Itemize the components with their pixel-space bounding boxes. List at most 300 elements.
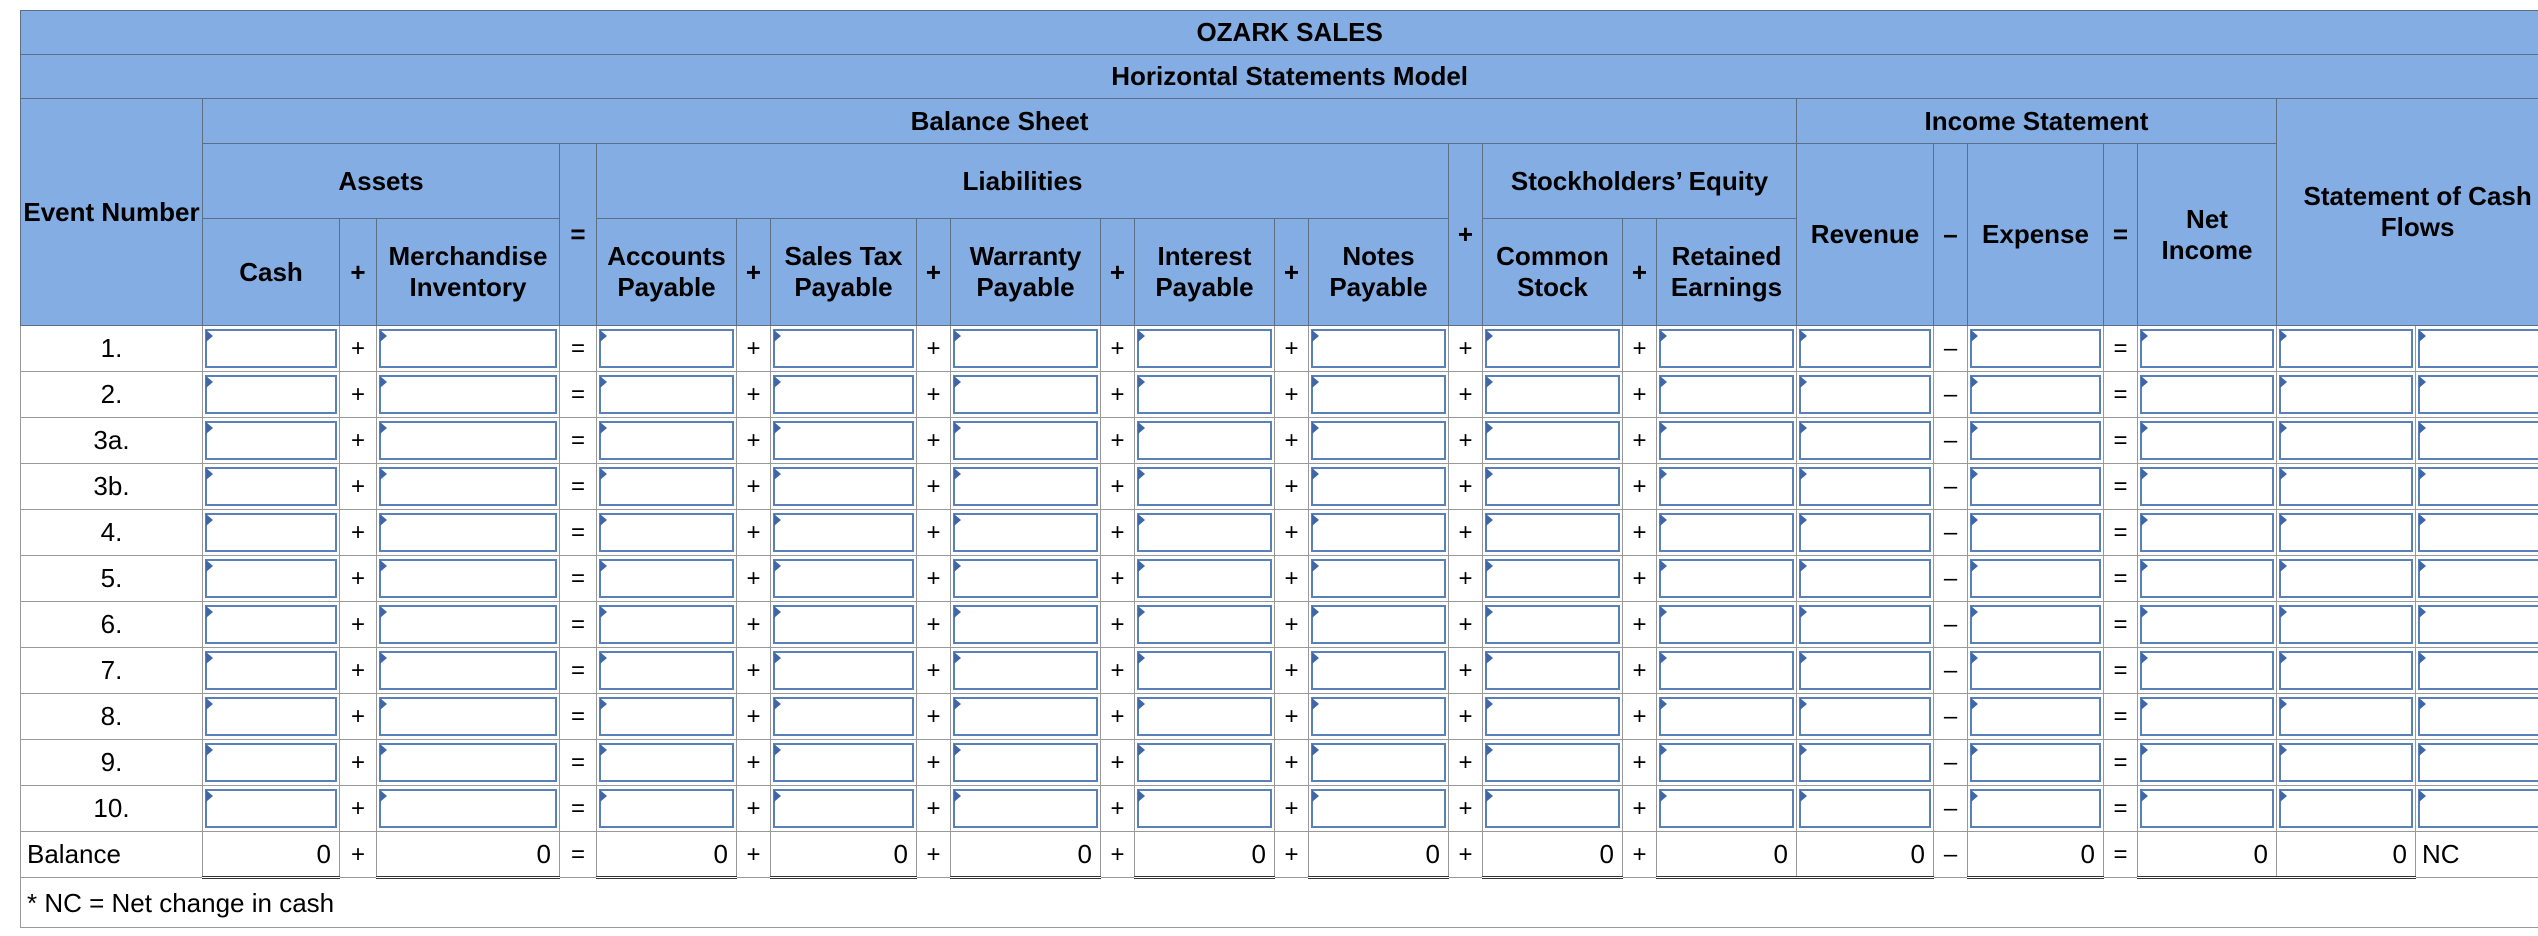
warranty-payable-cell	[951, 556, 1101, 602]
common-stock-input[interactable]	[1485, 743, 1620, 782]
net-income-cell	[2138, 694, 2277, 740]
notes-payable-cell	[1309, 418, 1449, 464]
expense-input[interactable]	[1970, 421, 2101, 460]
accounts-payable-input[interactable]	[599, 329, 734, 368]
warranty-payable-input[interactable]	[953, 651, 1098, 690]
expense-input[interactable]	[1970, 329, 2101, 368]
warranty-payable-input[interactable]	[953, 375, 1098, 414]
plus-operator: +	[917, 556, 951, 602]
interest-payable-cell	[1135, 510, 1275, 556]
notes-payable-cell	[1309, 510, 1449, 556]
cash-flow-amount-input[interactable]	[2279, 513, 2413, 552]
revenue-input[interactable]	[1799, 651, 1931, 690]
accounts-payable-cell	[597, 372, 737, 418]
expense-input[interactable]	[1970, 651, 2101, 690]
cash-input[interactable]	[205, 559, 337, 598]
cash-flow-amount-input[interactable]	[2279, 697, 2413, 736]
notes-payable-input[interactable]	[1311, 421, 1446, 460]
common-stock-input[interactable]	[1485, 421, 1620, 460]
cash-flow-amount-cell	[2277, 602, 2416, 648]
plus-operator: +	[1449, 464, 1483, 510]
accounts-payable-input[interactable]	[599, 375, 734, 414]
retained-earnings-input[interactable]	[1659, 329, 1794, 368]
accounts-payable-input[interactable]	[599, 467, 734, 506]
cash-flow-type-input[interactable]	[2418, 513, 2538, 552]
cash-flow-type-input[interactable]	[2418, 467, 2538, 506]
plus-operator: +	[737, 464, 771, 510]
retained-earnings-input[interactable]	[1659, 421, 1794, 460]
cash-flow-amount-cell	[2277, 648, 2416, 694]
sales-tax-payable-input[interactable]	[773, 697, 914, 736]
net-income-input[interactable]	[2140, 651, 2274, 690]
sales-tax-payable-input[interactable]	[773, 375, 914, 414]
plus-operator: +	[340, 372, 377, 418]
common-stock-input[interactable]	[1485, 375, 1620, 414]
expense-input[interactable]	[1970, 789, 2101, 828]
header-equals-op-2: =	[2104, 144, 2138, 326]
retained-earnings-cell	[1657, 418, 1797, 464]
interest-payable-input[interactable]	[1137, 375, 1272, 414]
revenue-cell	[1797, 786, 1934, 832]
net-income-input[interactable]	[2140, 513, 2274, 552]
net-income-input[interactable]	[2140, 421, 2274, 460]
cash-cell	[203, 786, 340, 832]
notes-payable-cell	[1309, 326, 1449, 372]
sales-tax-payable-input[interactable]	[773, 605, 914, 644]
common-stock-input[interactable]	[1485, 697, 1620, 736]
common-stock-input[interactable]	[1485, 559, 1620, 598]
balance-warranty-payable: 0	[951, 832, 1101, 878]
common-stock-input[interactable]	[1485, 329, 1620, 368]
retained-earnings-input[interactable]	[1659, 743, 1794, 782]
expense-input[interactable]	[1970, 605, 2101, 644]
warranty-payable-input[interactable]	[953, 513, 1098, 552]
cash-input[interactable]	[205, 743, 337, 782]
plus-operator: +	[737, 326, 771, 372]
equals-operator: =	[560, 372, 597, 418]
merchandise-inventory-input[interactable]	[379, 789, 557, 828]
report-title: OZARK SALES	[21, 11, 2538, 55]
accounts-payable-input[interactable]	[599, 421, 734, 460]
cash-flow-type-input[interactable]	[2418, 789, 2538, 828]
event-row	[21, 326, 2538, 372]
expense-input[interactable]	[1970, 467, 2101, 506]
equals-operator: =	[560, 602, 597, 648]
net-income-input[interactable]	[2140, 329, 2274, 368]
plus-operator: +	[917, 418, 951, 464]
accounts-payable-cell	[597, 510, 737, 556]
cash-flow-amount-input[interactable]	[2279, 605, 2413, 644]
plus-operator: +	[1449, 694, 1483, 740]
retained-earnings-cell	[1657, 510, 1797, 556]
equals-operator: =	[2104, 418, 2138, 464]
merchandise-inventory-input[interactable]	[379, 375, 557, 414]
plus-operator: +	[737, 786, 771, 832]
plus-operator: +	[1275, 602, 1309, 648]
common-stock-input[interactable]	[1485, 789, 1620, 828]
plus-operator: +	[1623, 740, 1657, 786]
interest-payable-input[interactable]	[1137, 789, 1272, 828]
expense-cell	[1968, 372, 2104, 418]
revenue-cell	[1797, 556, 1934, 602]
balance-notes-payable: 0	[1309, 832, 1449, 878]
revenue-input[interactable]	[1799, 559, 1931, 598]
notes-payable-input[interactable]	[1311, 329, 1446, 368]
accounts-payable-input[interactable]	[599, 605, 734, 644]
cash-cell	[203, 648, 340, 694]
balance-merchandise-inventory: 0	[377, 832, 560, 878]
cash-input[interactable]	[205, 375, 337, 414]
warranty-payable-input[interactable]	[953, 605, 1098, 644]
header-interest-payable: Interest Payable	[1135, 219, 1275, 326]
minus-operator: –	[1934, 648, 1968, 694]
statements-table	[20, 10, 2538, 928]
cash-cell	[203, 694, 340, 740]
expense-cell	[1968, 556, 2104, 602]
equals-operator: =	[560, 648, 597, 694]
common-stock-input[interactable]	[1485, 467, 1620, 506]
equals-operator: =	[560, 418, 597, 464]
balance-cash-flow-label: NC	[2416, 832, 2538, 878]
accounts-payable-input[interactable]	[599, 743, 734, 782]
warranty-payable-input[interactable]	[953, 467, 1098, 506]
cash-flow-type-cell	[2416, 418, 2538, 464]
retained-earnings-cell	[1657, 694, 1797, 740]
sales-tax-payable-input[interactable]	[773, 559, 914, 598]
interest-payable-input[interactable]	[1137, 559, 1272, 598]
event-row	[21, 648, 2538, 694]
cash-flow-amount-input[interactable]	[2279, 421, 2413, 460]
merchandise-inventory-input[interactable]	[379, 513, 557, 552]
plus-operator: +	[1275, 326, 1309, 372]
event-row	[21, 602, 2538, 648]
plus-operator: +	[1623, 694, 1657, 740]
balance-expense: 0	[1968, 832, 2104, 878]
accounts-payable-cell	[597, 326, 737, 372]
accounts-payable-input[interactable]	[599, 651, 734, 690]
merchandise-inventory-cell	[377, 510, 560, 556]
notes-payable-input[interactable]	[1311, 467, 1446, 506]
retained-earnings-cell	[1657, 464, 1797, 510]
notes-payable-input[interactable]	[1311, 697, 1446, 736]
merchandise-inventory-input[interactable]	[379, 651, 557, 690]
retained-earnings-input[interactable]	[1659, 789, 1794, 828]
header-merchandise-inventory: Merchandise Inventory	[377, 219, 560, 326]
retained-earnings-cell	[1657, 740, 1797, 786]
revenue-input[interactable]	[1799, 743, 1931, 782]
event-number-label: 1.	[21, 326, 203, 372]
accounts-payable-input[interactable]	[599, 513, 734, 552]
warranty-payable-input[interactable]	[953, 421, 1098, 460]
notes-payable-cell	[1309, 372, 1449, 418]
interest-payable-input[interactable]	[1137, 329, 1272, 368]
merchandise-inventory-input[interactable]	[379, 421, 557, 460]
cash-flow-type-cell	[2416, 556, 2538, 602]
header-cash-flows: Statement of Cash Flows	[2277, 99, 2538, 326]
warranty-payable-cell	[951, 372, 1101, 418]
interest-payable-input[interactable]	[1137, 605, 1272, 644]
notes-payable-input[interactable]	[1311, 789, 1446, 828]
event-number-label: 3a.	[21, 418, 203, 464]
common-stock-cell	[1483, 464, 1623, 510]
cash-flow-type-input[interactable]	[2418, 697, 2538, 736]
interest-payable-cell	[1135, 556, 1275, 602]
plus-operator: +	[340, 602, 377, 648]
retained-earnings-input[interactable]	[1659, 467, 1794, 506]
minus-operator: –	[1934, 556, 1968, 602]
interest-payable-cell	[1135, 648, 1275, 694]
sales-tax-payable-input[interactable]	[773, 329, 914, 368]
cash-input[interactable]	[205, 513, 337, 552]
retained-earnings-input[interactable]	[1659, 651, 1794, 690]
cash-flow-amount-input[interactable]	[2279, 375, 2413, 414]
warranty-payable-input[interactable]	[953, 789, 1098, 828]
cash-input[interactable]	[205, 605, 337, 644]
header-net-income: Net Income	[2138, 144, 2277, 326]
interest-payable-input[interactable]	[1137, 697, 1272, 736]
accounts-payable-cell	[597, 602, 737, 648]
net-income-input[interactable]	[2140, 697, 2274, 736]
plus-operator: +	[1623, 648, 1657, 694]
merchandise-inventory-input[interactable]	[379, 467, 557, 506]
sales-tax-payable-input[interactable]	[773, 789, 914, 828]
merchandise-inventory-cell	[377, 556, 560, 602]
cash-flow-type-input[interactable]	[2418, 329, 2538, 368]
equals-operator: =	[560, 832, 597, 878]
revenue-input[interactable]	[1799, 697, 1931, 736]
cash-flow-type-input[interactable]	[2418, 421, 2538, 460]
net-income-input[interactable]	[2140, 605, 2274, 644]
net-income-input[interactable]	[2140, 743, 2274, 782]
common-stock-input[interactable]	[1485, 651, 1620, 690]
cash-input[interactable]	[205, 467, 337, 506]
event-row	[21, 510, 2538, 556]
warranty-payable-cell	[951, 786, 1101, 832]
common-stock-input[interactable]	[1485, 605, 1620, 644]
warranty-payable-input[interactable]	[953, 743, 1098, 782]
cash-cell	[203, 740, 340, 786]
net-income-cell	[2138, 648, 2277, 694]
event-row	[21, 372, 2538, 418]
cash-flow-type-input[interactable]	[2418, 375, 2538, 414]
cash-flow-amount-cell	[2277, 556, 2416, 602]
plus-operator: +	[340, 510, 377, 556]
warranty-payable-cell	[951, 694, 1101, 740]
plus-operator: +	[1101, 786, 1135, 832]
header-equals-op: =	[560, 144, 597, 326]
net-income-input[interactable]	[2140, 467, 2274, 506]
expense-input[interactable]	[1970, 375, 2101, 414]
accounts-payable-cell	[597, 694, 737, 740]
plus-operator: +	[737, 694, 771, 740]
merchandise-inventory-input[interactable]	[379, 329, 557, 368]
warranty-payable-input[interactable]	[953, 329, 1098, 368]
report-subtitle: Horizontal Statements Model	[21, 55, 2538, 99]
plus-operator: +	[340, 648, 377, 694]
header-event-number: Event Number	[21, 99, 203, 326]
horizontal-statements-model	[20, 10, 2532, 928]
header-assets: Assets	[203, 144, 560, 219]
header-plus-op: +	[1275, 219, 1309, 326]
equals-operator: =	[2104, 510, 2138, 556]
expense-cell	[1968, 648, 2104, 694]
sales-tax-payable-input[interactable]	[773, 513, 914, 552]
cash-flow-amount-input[interactable]	[2279, 789, 2413, 828]
plus-operator: +	[1449, 740, 1483, 786]
revenue-input[interactable]	[1799, 789, 1931, 828]
merchandise-inventory-cell	[377, 464, 560, 510]
retained-earnings-input[interactable]	[1659, 513, 1794, 552]
net-income-cell	[2138, 602, 2277, 648]
plus-operator: +	[917, 786, 951, 832]
notes-payable-input[interactable]	[1311, 559, 1446, 598]
cash-flow-amount-input[interactable]	[2279, 743, 2413, 782]
sales-tax-payable-input[interactable]	[773, 467, 914, 506]
plus-operator: +	[737, 832, 771, 878]
retained-earnings-input[interactable]	[1659, 605, 1794, 644]
common-stock-cell	[1483, 372, 1623, 418]
sales-tax-payable-input[interactable]	[773, 743, 914, 782]
event-number-label: 5.	[21, 556, 203, 602]
plus-operator: +	[1623, 326, 1657, 372]
retained-earnings-cell	[1657, 602, 1797, 648]
plus-operator: +	[1623, 464, 1657, 510]
balance-row	[21, 832, 2538, 878]
expense-input[interactable]	[1970, 559, 2101, 598]
common-stock-cell	[1483, 510, 1623, 556]
notes-payable-input[interactable]	[1311, 743, 1446, 782]
cash-flow-amount-cell	[2277, 464, 2416, 510]
sales-tax-payable-input[interactable]	[773, 651, 914, 690]
interest-payable-input[interactable]	[1137, 467, 1272, 506]
cash-flow-amount-cell	[2277, 418, 2416, 464]
sales-tax-payable-cell	[771, 694, 917, 740]
accounts-payable-input[interactable]	[599, 559, 734, 598]
notes-payable-input[interactable]	[1311, 375, 1446, 414]
plus-operator: +	[340, 418, 377, 464]
revenue-input[interactable]	[1799, 605, 1931, 644]
cash-flow-type-input[interactable]	[2418, 605, 2538, 644]
cash-input[interactable]	[205, 697, 337, 736]
notes-payable-input[interactable]	[1311, 651, 1446, 690]
cash-input[interactable]	[205, 329, 337, 368]
plus-operator: +	[917, 832, 951, 878]
retained-earnings-input[interactable]	[1659, 559, 1794, 598]
warranty-payable-cell	[951, 326, 1101, 372]
cash-input[interactable]	[205, 421, 337, 460]
notes-payable-input[interactable]	[1311, 605, 1446, 644]
plus-operator: +	[1449, 418, 1483, 464]
interest-payable-input[interactable]	[1137, 513, 1272, 552]
interest-payable-cell	[1135, 694, 1275, 740]
expense-input[interactable]	[1970, 697, 2101, 736]
plus-operator: +	[737, 740, 771, 786]
cash-flow-amount-input[interactable]	[2279, 651, 2413, 690]
cash-flow-type-input[interactable]	[2418, 559, 2538, 598]
cash-flow-type-cell	[2416, 326, 2538, 372]
minus-operator: –	[1934, 740, 1968, 786]
retained-earnings-cell	[1657, 372, 1797, 418]
cash-flow-amount-input[interactable]	[2279, 329, 2413, 368]
common-stock-cell	[1483, 786, 1623, 832]
notes-payable-input[interactable]	[1311, 513, 1446, 552]
header-retained-earnings: Retained Earnings	[1657, 219, 1797, 326]
cash-input[interactable]	[205, 789, 337, 828]
retained-earnings-input[interactable]	[1659, 697, 1794, 736]
revenue-input[interactable]	[1799, 421, 1931, 460]
merchandise-inventory-input[interactable]	[379, 559, 557, 598]
net-income-input[interactable]	[2140, 375, 2274, 414]
plus-operator: +	[1449, 786, 1483, 832]
sales-tax-payable-input[interactable]	[773, 421, 914, 460]
net-income-input[interactable]	[2140, 789, 2274, 828]
warranty-payable-input[interactable]	[953, 697, 1098, 736]
revenue-input[interactable]	[1799, 329, 1931, 368]
common-stock-input[interactable]	[1485, 513, 1620, 552]
retained-earnings-input[interactable]	[1659, 375, 1794, 414]
plus-operator: +	[1623, 372, 1657, 418]
cash-cell	[203, 372, 340, 418]
warranty-payable-cell	[951, 418, 1101, 464]
accounts-payable-cell	[597, 464, 737, 510]
equals-operator: =	[560, 326, 597, 372]
interest-payable-cell	[1135, 418, 1275, 464]
notes-payable-cell	[1309, 786, 1449, 832]
balance-label: Balance	[21, 832, 203, 878]
common-stock-cell	[1483, 740, 1623, 786]
accounts-payable-input[interactable]	[599, 789, 734, 828]
event-row	[21, 556, 2538, 602]
cash-flow-type-input[interactable]	[2418, 651, 2538, 690]
warranty-payable-input[interactable]	[953, 559, 1098, 598]
interest-payable-input[interactable]	[1137, 743, 1272, 782]
balance-interest-payable: 0	[1135, 832, 1275, 878]
accounts-payable-input[interactable]	[599, 697, 734, 736]
cash-flow-amount-input[interactable]	[2279, 559, 2413, 598]
plus-operator: +	[340, 832, 377, 878]
warranty-payable-cell	[951, 464, 1101, 510]
merchandise-inventory-input[interactable]	[379, 605, 557, 644]
minus-operator: –	[1934, 694, 1968, 740]
plus-operator: +	[1275, 510, 1309, 556]
header-stockholders-equity: Stockholders’ Equity	[1483, 144, 1797, 219]
interest-payable-cell	[1135, 740, 1275, 786]
cash-input[interactable]	[205, 651, 337, 690]
header-plus-op: +	[340, 219, 377, 326]
interest-payable-input[interactable]	[1137, 651, 1272, 690]
event-number-label: 9.	[21, 740, 203, 786]
event-row	[21, 464, 2538, 510]
interest-payable-input[interactable]	[1137, 421, 1272, 460]
expense-input[interactable]	[1970, 743, 2101, 782]
revenue-input[interactable]	[1799, 513, 1931, 552]
header-minus-op: –	[1934, 144, 1968, 326]
plus-operator: +	[917, 648, 951, 694]
cash-flow-type-input[interactable]	[2418, 743, 2538, 782]
revenue-input[interactable]	[1799, 375, 1931, 414]
plus-operator: +	[1449, 648, 1483, 694]
cash-flow-type-cell	[2416, 464, 2538, 510]
net-income-input[interactable]	[2140, 559, 2274, 598]
cash-flow-amount-input[interactable]	[2279, 467, 2413, 506]
plus-operator: +	[1101, 832, 1135, 878]
revenue-input[interactable]	[1799, 467, 1931, 506]
expense-input[interactable]	[1970, 513, 2101, 552]
merchandise-inventory-input[interactable]	[379, 743, 557, 782]
merchandise-inventory-input[interactable]	[379, 697, 557, 736]
cash-flow-type-cell	[2416, 740, 2538, 786]
plus-operator: +	[1275, 418, 1309, 464]
